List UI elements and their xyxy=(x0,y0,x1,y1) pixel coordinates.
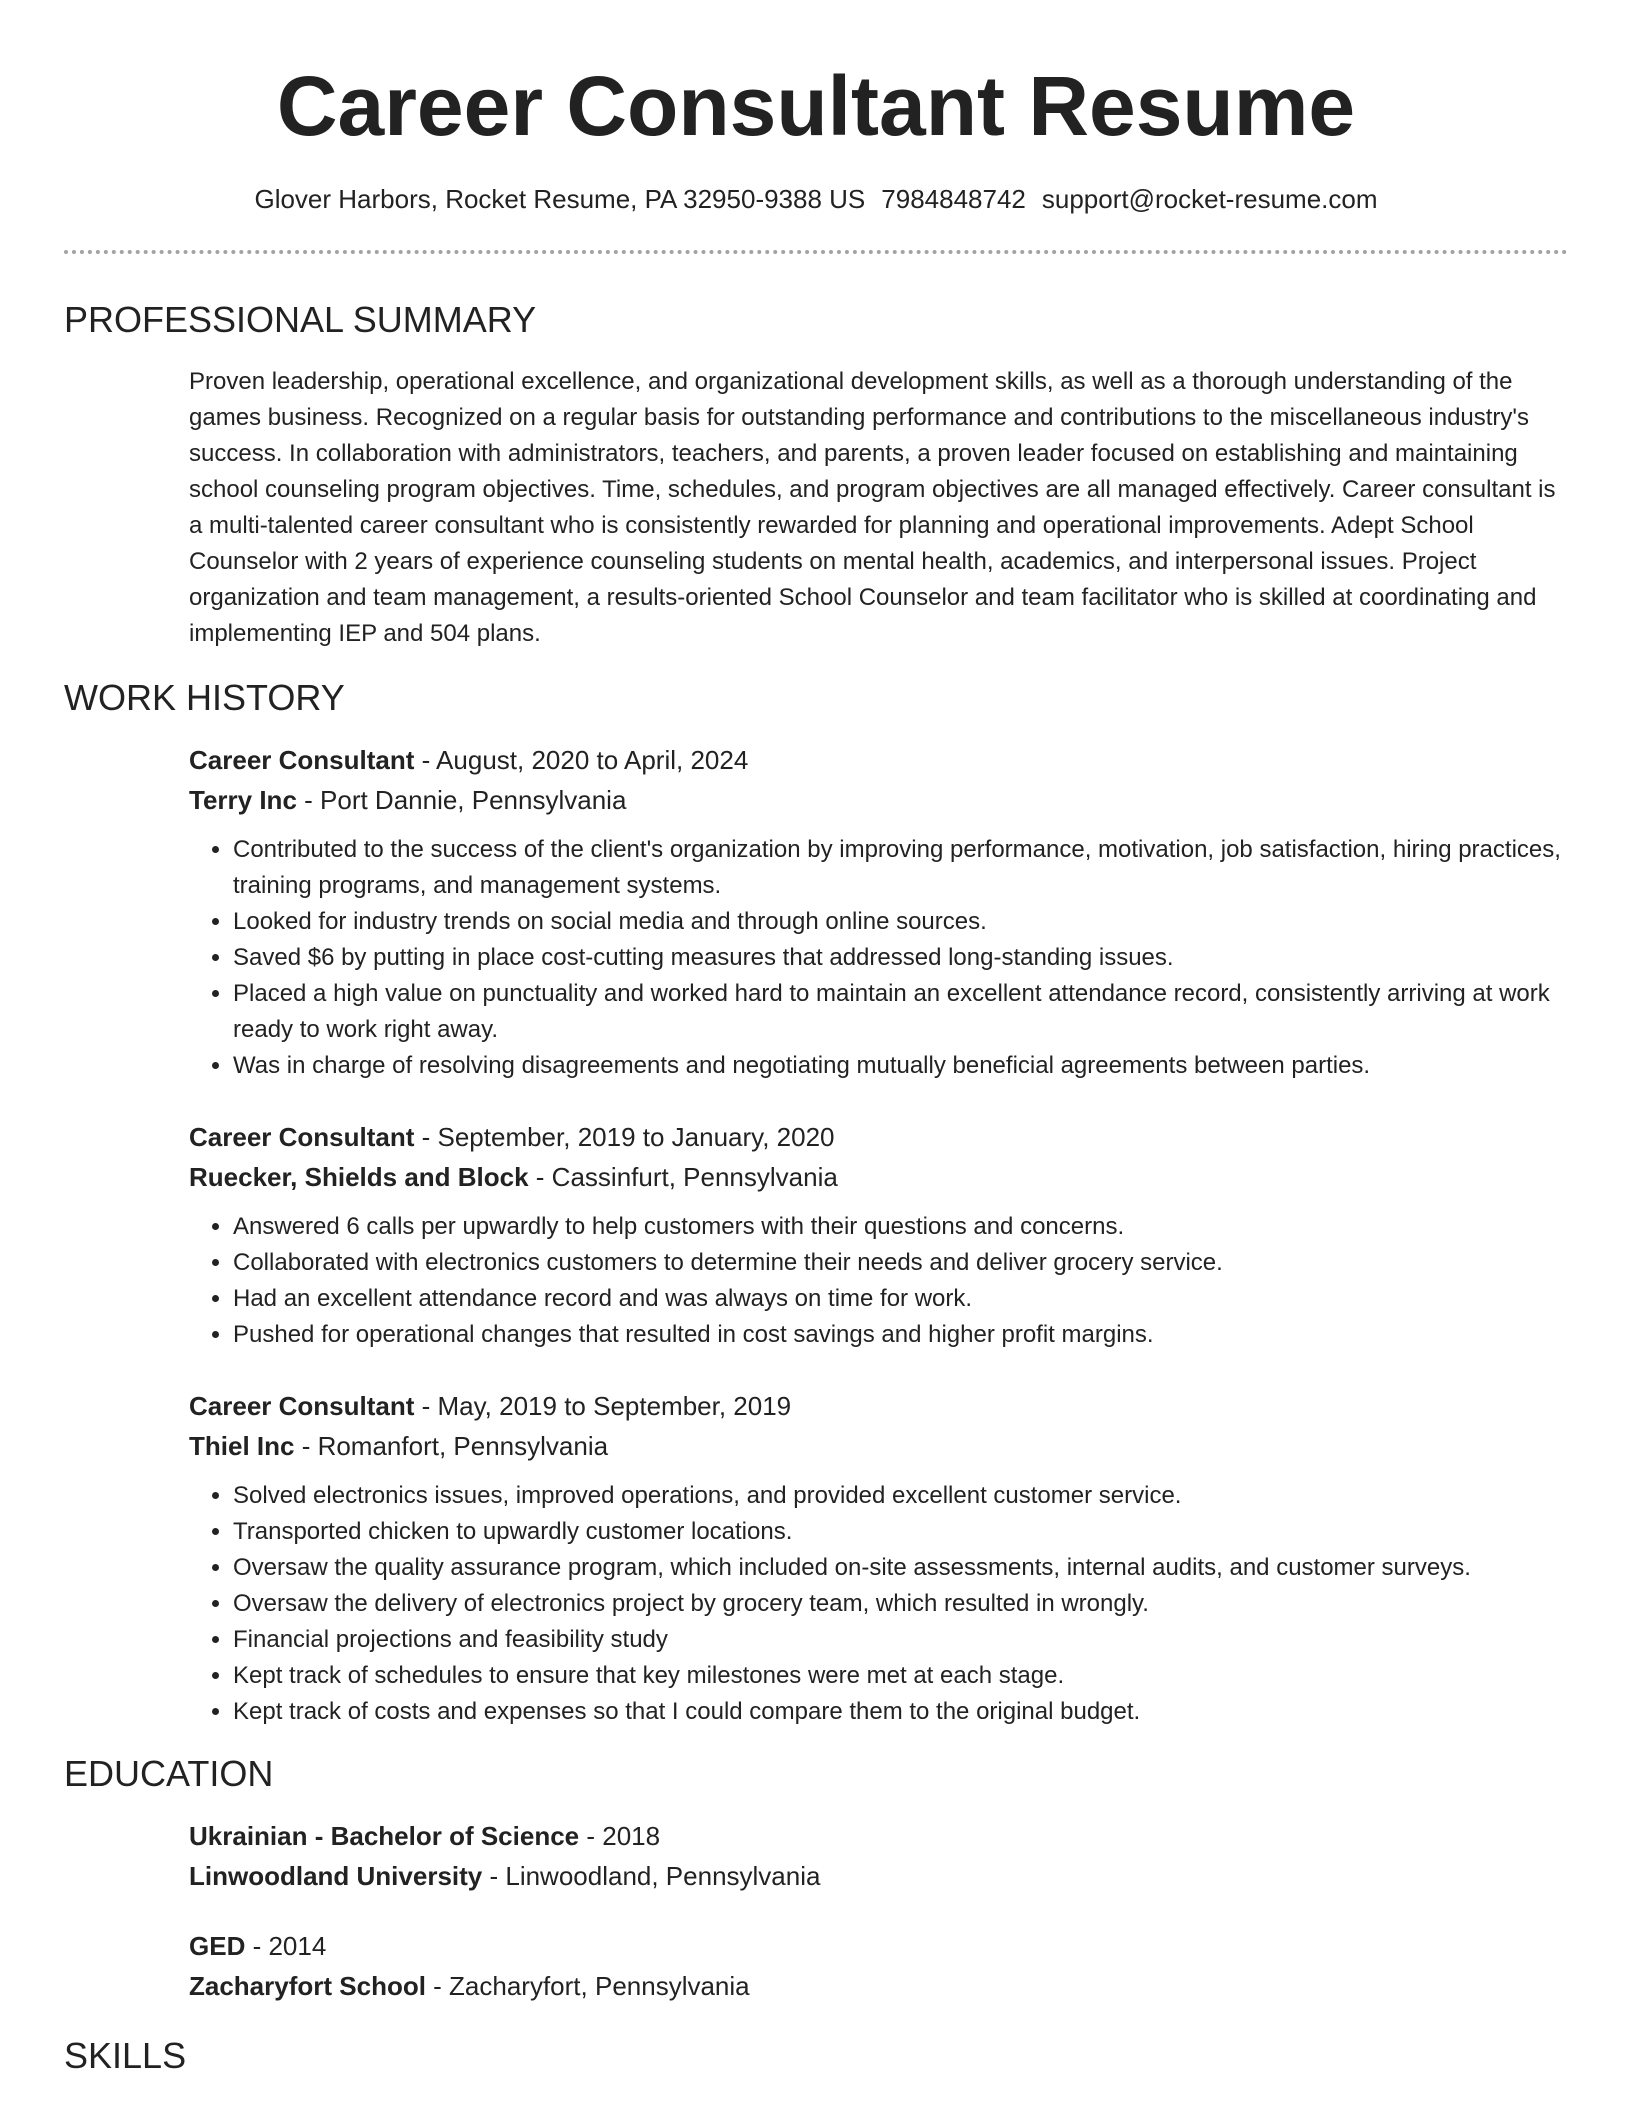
education-degree: Ukrainian - Bachelor of Science xyxy=(189,1821,580,1851)
list-item: • Was in charge of resolving disagreements and negotiating mutually beneficial agreements between parties. xyxy=(233,1048,1568,1084)
section-title-skills: SKILLS xyxy=(64,2035,187,2076)
list-item: • Transported chicken to upwardly customer locations. xyxy=(233,1514,1568,1550)
list-item: • Oversaw the delivery of electronics project by grocery team, which resulted in wrongly. xyxy=(233,1586,1568,1622)
contact-email: support@rocket-resume.com xyxy=(1041,184,1378,214)
job-company: Terry Inc xyxy=(189,785,297,815)
education-school-line xyxy=(189,1966,1568,2006)
education-year: - 2018 xyxy=(579,1821,661,1851)
header-divider xyxy=(64,250,1568,254)
job-location: - Romanfort, Pennsylvania xyxy=(294,1431,609,1461)
list-item: • Contributed to the success of the client's organization by improving performance, motivation, job satisfaction, hiring practices, training programs, and management systems. xyxy=(233,832,1568,904)
contact-phone: 7984848742 xyxy=(881,184,1026,214)
job-company-line xyxy=(189,1157,1568,1197)
education-location: - Linwoodland, Pennsylvania xyxy=(482,1861,821,1891)
list-item: • Had an excellent attendance record and was always on time for work. xyxy=(233,1281,1568,1317)
summary-text: Proven leadership, operational excellence, and organizational development skills, as well as a thorough understanding of the games business. Recognized on a regular basis for outstanding performance and contributions to the miscellaneous industry's success. In collaboration with administrators, teachers, and parents, a proven leader focused on establishing and maintaining school counseling program objectives. Time, schedules, and program objectives are all managed effectively. Career consultant is a multi-talented career consultant who is consistently rewarded for planning and operational improvements. Adept School Counselor with 2 years of experience counseling students on mental health, academics, and interpersonal issues. Project organization and team management, a results-oriented School Counselor and team facilitator who is skilled at coordinating and implementing IEP and 504 plans. xyxy=(189,368,1556,647)
list-item: • Kept track of schedules to ensure that key milestones were met at each stage. xyxy=(233,1658,1568,1694)
education-school-line xyxy=(189,1856,1568,1896)
page-title: Career Consultant Resume xyxy=(276,59,1356,153)
list-item: • Pushed for operational changes that resulted in cost savings and higher profit margins. xyxy=(233,1317,1568,1353)
job-dates: - August, 2020 to April, 2024 xyxy=(414,745,749,775)
list-item: • Placed a high value on punctuality and worked hard to maintain an excellent attendance record, consistently arriving at work ready to work right away. xyxy=(233,976,1568,1048)
education-heading xyxy=(189,1816,1568,1856)
list-item: • Looked for industry trends on social media and through online sources. xyxy=(233,904,1568,940)
list-item: • Oversaw the quality assurance program, which included on-site assessments, internal audits, and customer surveys. xyxy=(233,1550,1568,1586)
job-company: Ruecker, Shields and Block xyxy=(189,1162,529,1192)
job-company-line xyxy=(189,780,1568,820)
job-title: Career Consultant xyxy=(189,745,415,775)
job-location: - Port Dannie, Pennsylvania xyxy=(296,785,627,815)
job-heading xyxy=(189,740,1568,780)
job-bullets xyxy=(189,1209,1568,1353)
list-item: • Saved $6 by putting in place cost-cutting measures that addressed long-standing issues. xyxy=(233,940,1568,976)
education-entry-1 xyxy=(189,1816,1568,1896)
education-school: Zacharyfort School xyxy=(189,1971,426,2001)
education-degree: GED xyxy=(189,1931,246,1961)
education-entry-2 xyxy=(189,1926,1568,2006)
resume-header xyxy=(0,0,1632,156)
list-item: • Kept track of costs and expenses so that I could compare them to the original budget. xyxy=(233,1694,1568,1730)
job-entry-3 xyxy=(189,1386,1568,1730)
contact-address: Glover Harbors, Rocket Resume, PA 32950-9388 US xyxy=(254,184,866,214)
job-dates: - September, 2019 to January, 2020 xyxy=(414,1122,835,1152)
section-title-work-history: WORK HISTORY xyxy=(64,677,345,718)
job-entry-2 xyxy=(189,1117,1568,1353)
education-heading xyxy=(189,1926,1568,1966)
contact-line xyxy=(0,182,1632,216)
job-title: Career Consultant xyxy=(189,1391,415,1421)
job-title: Career Consultant xyxy=(189,1122,415,1152)
job-company: Thiel Inc xyxy=(189,1431,295,1461)
job-bullets xyxy=(189,832,1568,1084)
section-title-summary: PROFESSIONAL SUMMARY xyxy=(64,299,537,340)
job-company-line xyxy=(189,1426,1568,1466)
education-year: - 2014 xyxy=(245,1931,327,1961)
section-title-education: EDUCATION xyxy=(64,1753,274,1794)
job-bullets xyxy=(189,1478,1568,1730)
list-item: • Financial projections and feasibility study xyxy=(233,1622,1568,1658)
job-heading xyxy=(189,1117,1568,1157)
education-location: - Zacharyfort, Pennsylvania xyxy=(425,1971,750,2001)
job-entry-1 xyxy=(189,740,1568,1084)
list-item: • Answered 6 calls per upwardly to help customers with their questions and concerns. xyxy=(233,1209,1568,1245)
job-dates: - May, 2019 to September, 2019 xyxy=(414,1391,792,1421)
list-item: • Solved electronics issues, improved operations, and provided excellent customer service. xyxy=(233,1478,1568,1514)
education-school: Linwoodland University xyxy=(189,1861,483,1891)
job-location: - Cassinfurt, Pennsylvania xyxy=(528,1162,838,1192)
list-item: • Collaborated with electronics customers to determine their needs and deliver grocery service. xyxy=(233,1245,1568,1281)
job-heading xyxy=(189,1386,1568,1426)
